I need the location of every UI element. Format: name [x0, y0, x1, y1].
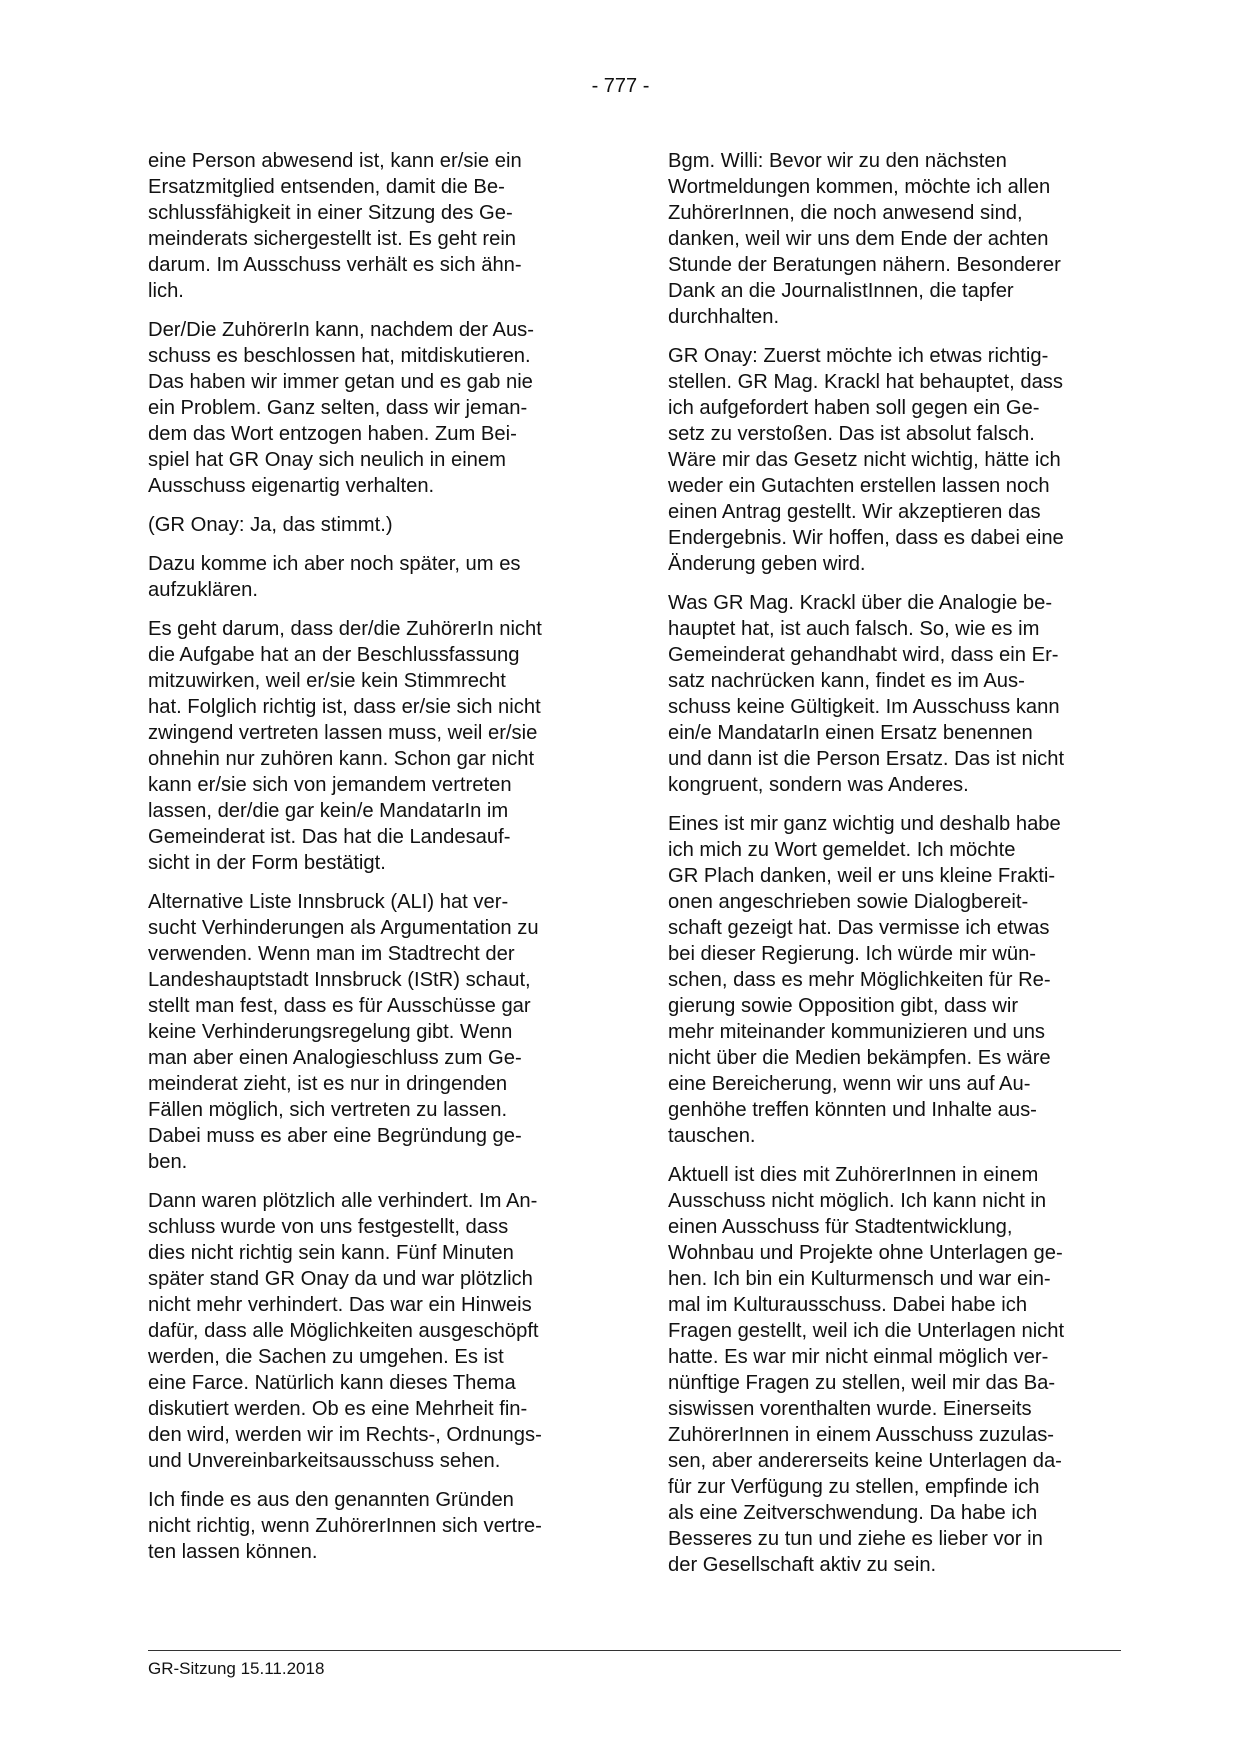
footer-divider [148, 1650, 1121, 1651]
paragraph: Bgm. Willi: Bevor wir zu den nächsten Wortmeldungen kommen, möchte ich allen ZuhörerInnen, die noch anwesend sind, danken, weil wir uns dem Ende der achten Stunde der Beratungen nähern. Besonderer Dank an die JournalistInnen, die tapfer durchhalten. [668, 150, 1061, 328]
paragraph: Alternative Liste Innsbruck (ALI) hat ver- sucht Verhinderungen als Argumentation zu verwenden. Wenn man im Stadtrecht der Landeshauptstadt Innsbruck (IStR) schaut, stellt man fest, dass es für Ausschüsse gar keine Verhinderungsregelung gibt. Wenn man aber einen Analogieschluss zum Ge- meinderat zieht, ist es nur in dringenden Fällen möglich, sich vertreten zu lassen. Dabei muss es aber eine Begründung ge- ben. [148, 891, 539, 1173]
paragraph: GR Onay: Zuerst möchte ich etwas richtig- stellen. GR Mag. Krackl hat behauptet, dass ich aufgefordert haben soll gegen ein Ge- setz zu verstoßen. Das ist absolut falsch. Wäre mir das Gesetz nicht wichtig, hätte ich weder ein Gutachten erstellen lassen noch einen Antrag gestellt. Wir akzeptieren das Endergebnis. Wir hoffen, dass es dabei eine Änderung geben wird. [668, 345, 1064, 575]
paragraph: Eines ist mir ganz wichtig und deshalb habe ich mich zu Wort gemeldet. Ich möchte GR Plach danken, weil er uns kleine Frakti- onen angeschrieben sowie Dialogbereit- schaft gezeigt hat. Das vermisse ich etwas bei dieser Regierung. Ich würde mir wün- schen, dass es mehr Möglichkeiten für Re- gierung sowie Opposition gibt, dass wir mehr miteinander kommunizieren und uns nicht über die Medien bekämpfen. Es wäre eine Bereicherung, wenn wir uns auf Au- genhöhe treffen könnten und Inhalte aus- tauschen. [668, 813, 1061, 1147]
paragraph: Es geht darum, dass der/die ZuhörerIn nicht die Aufgabe hat an der Beschlussfassung mitzuwirken, weil er/sie kein Stimmrecht hat. Folglich richtig ist, dass er/sie sich nicht zwingend vertreten lassen muss, weil er/sie ohnehin nur zuhören kann. Schon gar nicht kann er/sie sich von jemandem vertreten lassen, der/die gar kein/e MandatarIn im Gemeinderat ist. Das hat die Landesauf- sicht in der Form bestätigt. [148, 618, 542, 874]
paragraph: Dazu komme ich aber noch später, um es aufzuklären. [148, 553, 521, 601]
paragraph: Ich finde es aus den genannten Gründen nicht richtig, wenn ZuhörerInnen sich vertre- ten lassen können. [148, 1489, 542, 1563]
paragraph: Dann waren plötzlich alle verhindert. Im An- schluss wurde von uns festgestellt, dass dies nicht richtig sein kann. Fünf Minuten später stand GR Onay da und war plötzlich nicht mehr verhindert. Das war ein Hinweis dafür, dass alle Möglichkeiten ausgeschöpft werden, die Sachen zu umgehen. Es ist eine Farce. Natürlich kann dieses Thema diskutiert werden. Ob es eine Mehrheit fin- den wird, werden wir im Rechts-, Ordnungs- und Unvereinbarkeitsausschuss sehen. [148, 1190, 542, 1472]
paragraph: Aktuell ist dies mit ZuhörerInnen in einem Ausschuss nicht möglich. Ich kann nicht in einen Ausschuss für Stadtentwicklung, Wohnbau und Projekte ohne Unterlagen ge- hen. Ich bin ein Kulturmensch und war ein- mal im Kulturausschuss. Dabei habe ich Fragen gestellt, weil ich die Unterlagen nicht hatte. Es war mir nicht einmal möglich ver- nünftige Fragen zu stellen, weil mir das Ba- siswissen vorenthalten wurde. Einerseits ZuhörerInnen in einem Ausschuss zuzulas- sen, aber andererseits keine Unterlagen da- für zur Verfügung zu stellen, empfinde ich als eine Zeitverschwendung. Da habe ich Besseres zu tun und ziehe es lieber vor in der Gesellschaft aktiv zu sein. [668, 1164, 1065, 1576]
paragraph: (GR Onay: Ja, das stimmt.) [148, 514, 393, 536]
paragraph: Was GR Mag. Krackl über die Analogie be- hauptet hat, ist auch falsch. So, wie es im Gemeinderat gehandhabt wird, dass ein Er- satz nachrücken kann, findet es im Aus- schuss keine Gültigkeit. Im Ausschuss kann ein/e MandatarIn einen Ersatz benennen und dann ist die Person Ersatz. Das ist nicht kongruent, sondern was Anderes. [668, 592, 1065, 796]
left-column [148, 148, 598, 1578]
right-column [668, 148, 1118, 1591]
footer-session-date: GR-Sitzung 15.11.2018 [148, 1659, 325, 1678]
page-number: - 777 - [591, 75, 650, 97]
paragraph: Der/Die ZuhörerIn kann, nachdem der Aus- schuss es beschlossen hat, mitdiskutieren. Das haben wir immer getan und es gab nie ein Problem. Ganz selten, dass wir jeman- dem das Wort entzogen haben. Zum Bei- spiel hat GR Onay sich neulich in einem Ausschuss eigenartig verhalten. [148, 319, 534, 497]
paragraph: eine Person abwesend ist, kann er/sie ein Ersatzmitglied entsenden, damit die Be- schlussfähigkeit in einer Sitzung des Ge- meinderats sichergestellt ist. Es geht rein darum. Im Ausschuss verhält es sich ähn- lich. [148, 150, 522, 302]
